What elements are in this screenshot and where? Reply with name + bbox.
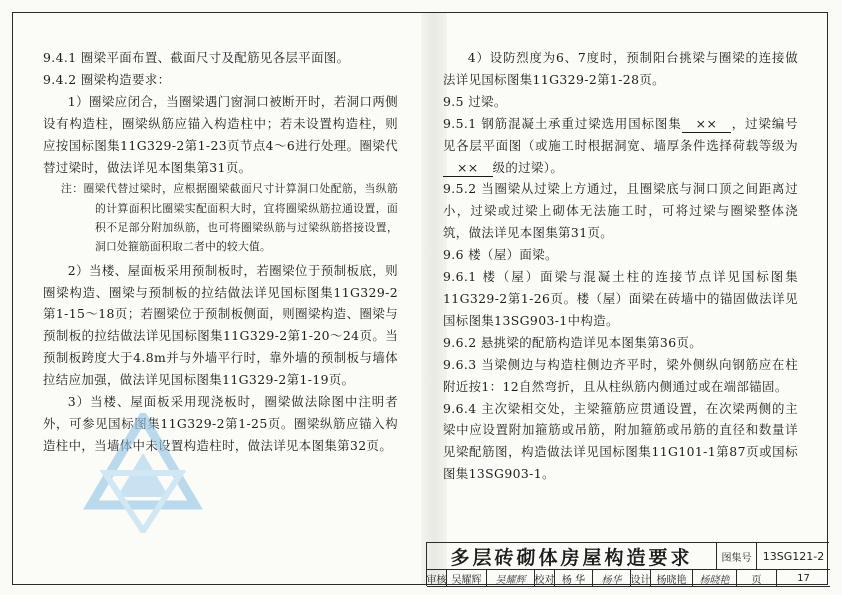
clause-9-6-3: 9.6.3 当梁侧边与构造柱侧边齐平时，梁外侧纵向钢筋应在柱附近按1：12自然弯折，且从柱纵筋内侧通过或在端部锚固。: [443, 356, 798, 394]
left-column: [43, 47, 398, 457]
clause-9-4-2-item-3: 3）当楼、屋面板采用现浇板时，圈梁做法除图中注明者外，可参见国标图集11G329-2第1-25页。圈梁纵筋应锚入构造柱中，当墙体中未设置构造柱时，做法详见本图集第32页。: [43, 394, 398, 453]
design-label: 设计: [631, 570, 651, 587]
check-label: 校对: [535, 570, 555, 587]
clause-9-6: 9.6 楼（屋）面梁。: [443, 247, 558, 263]
check-name: 杨 华: [555, 570, 593, 587]
clause-9-4-2-item-2: 2）当楼、屋面板采用预制板时，若圈梁位于预制板底，则圈梁构造、圈梁与预制板的拉结做法详见国标图集11G329-2第1-15～18页；若圈梁位于预制板侧面，则圈梁构造、圈梁与预制板的拉结做法详见国标图集11G329-2第1-20～24页。当预制板跨度大于4.8m并与外墙平行时，靠外墙的预制板与墙体拉结应加强，做法详见国标图集11G329-2第1-19页。: [43, 262, 398, 388]
title-block: [426, 542, 829, 586]
review-label: 审核: [427, 570, 447, 587]
review-name: 吴耀辉: [447, 570, 487, 587]
drawing-title: 多层砖砌体房屋构造要求: [427, 543, 717, 570]
clause-9-5-2: 9.5.2 当圈梁从过梁上方通过，且圈梁底与洞口顶之间距离过小，过梁或过梁上砌体无法施工时，可将过梁与圈梁整体浇筑，做法详见本图集第31页。: [443, 181, 798, 241]
drawing-sheet: [12, 12, 828, 585]
clause-9-5: 9.5 过梁。: [443, 93, 507, 109]
review-signature: 吴耀辉: [487, 570, 535, 587]
check-signature: 杨华: [593, 570, 631, 587]
blank-load-level: ××: [443, 160, 493, 177]
atlas-no-label: 图集号: [717, 543, 757, 570]
clause-9-5-1: 9.5.1 钢筋混凝土承重过梁选用国标图集 ×× ，过梁编号见各层平面图（或施工时根据洞宽、墙厚条件选择荷载等级为×× 级的过梁）。: [443, 115, 798, 175]
clause-9-6-1: 9.6.1 楼（屋）面梁与混凝土柱的连接节点详见国标图集11G329-2第1-26页。楼（屋）面梁在砖墙中的锚固做法详见国标图集13SG903-1中构造。: [443, 269, 798, 328]
page-label: 页: [737, 570, 777, 587]
note: 注：圈梁代替过梁时，应根据圈梁截面尺寸计算洞口处配筋，当纵筋的计算面积比圈梁实配面积大时，宜将圈梁纵筋拉通设置，面积不足部分附加纵筋，也可将圈梁纵筋与过梁纵筋搭接设置，洞口处箍筋面积取二者中的较大值。: [61, 182, 398, 254]
clause-9-6-4: 9.6.4 主次梁相交处，主梁箍筋应贯通设置，在次梁两侧的主梁中应设置附加箍筋或吊筋，附加箍筋或吊筋的直径和数量详见梁配筋图，构造做法详见国标图集11G101-1第87页或国标图集13SG903-1。: [443, 400, 798, 482]
clause-9-4-2: 9.4.2 圈梁构造要求：: [43, 71, 171, 87]
design-name: 杨晓艳: [651, 570, 693, 587]
clause-9-4-1: 9.4.1 圈梁平面布置、截面尺寸及配筋见各层平面图。: [43, 50, 350, 65]
right-column: [443, 47, 798, 485]
watermark-logo: [83, 413, 203, 533]
clause-9-4-2-item-1: 1）圈梁应闭合，当圈梁遇门窗洞口被断开时，若洞口两侧设有构造柱，圈梁纵筋应锚入构造柱中；若未设置构造柱，则应按国标图集11G329-2第1-23页节点4～6进行处理。圈梁代替过梁时，做法详见本图集第31页。: [43, 93, 398, 175]
clause-9-6-2: 9.6.2 悬挑梁的配筋构造详见本图集第36页。: [443, 334, 703, 350]
design-signature: 杨晓艳: [693, 570, 737, 587]
page-number: 17: [777, 570, 830, 587]
clause-9-4-2-item-4: 4）设防烈度为6、7度时，预制阳台挑梁与圈梁的连接做法详见国标图集11G329-2第1-28页。: [443, 50, 798, 87]
blank-atlas: ××: [682, 116, 732, 133]
atlas-no: 13SG121-2: [757, 543, 830, 570]
